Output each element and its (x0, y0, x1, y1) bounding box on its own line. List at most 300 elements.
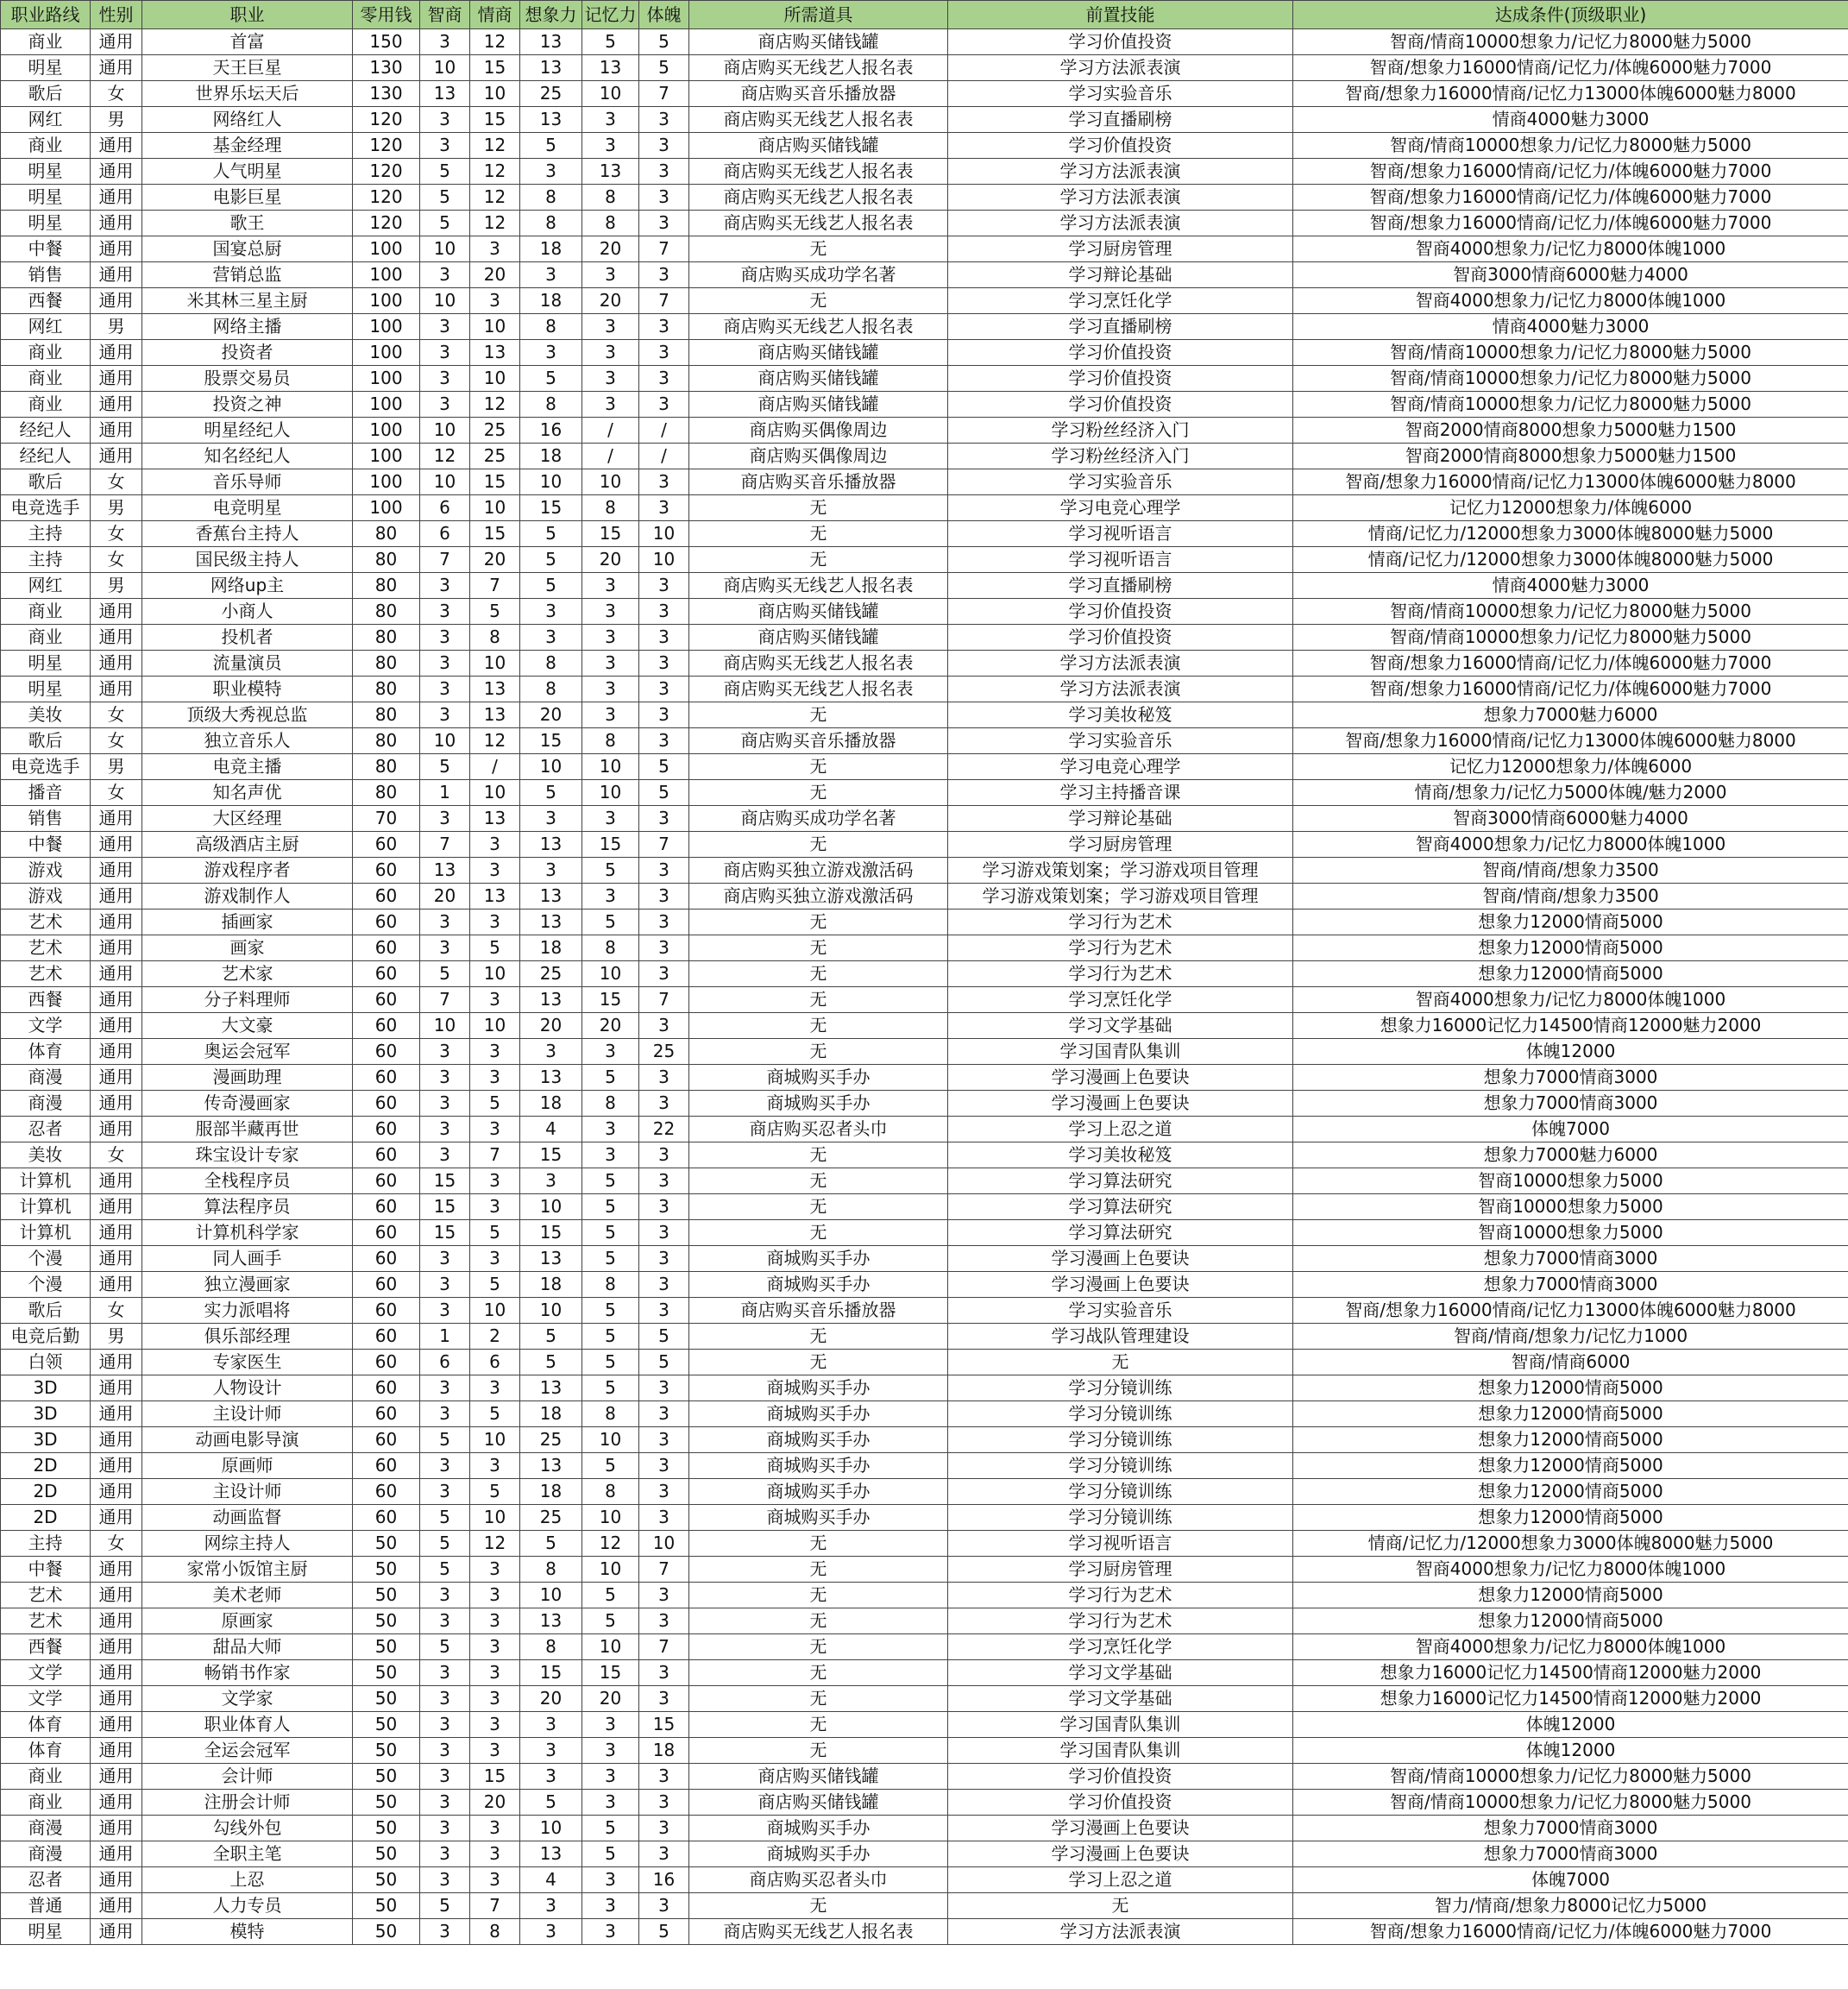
cell-prereq-skill: 学习分镜训练 (948, 1505, 1293, 1531)
cell-required-item: 商店购买储钱罐 (689, 1790, 948, 1816)
cell-allowance: 50 (353, 1686, 420, 1712)
cell-gender: 男 (91, 107, 142, 133)
table-row (1, 495, 1848, 521)
cell-physique: 3 (639, 1091, 689, 1117)
cell-route: 2D (1, 1479, 91, 1505)
table-row (1, 1324, 1848, 1350)
cell-memory: 5 (582, 1375, 639, 1401)
cell-imagination: 15 (520, 495, 582, 521)
cell-required-item: 无 (689, 1738, 948, 1764)
cell-imagination: 10 (520, 469, 582, 495)
cell-allowance: 50 (353, 1919, 420, 1945)
cell-imagination: 8 (520, 1557, 582, 1583)
cell-gender: 通用 (91, 806, 142, 832)
cell-memory: 8 (582, 1479, 639, 1505)
cell-memory: 10 (582, 961, 639, 987)
cell-gender: 通用 (91, 1039, 142, 1065)
cell-route: 电竞选手 (1, 495, 91, 521)
cell-route: 销售 (1, 262, 91, 288)
cell-career: 画家 (142, 935, 353, 961)
cell-career: 知名声优 (142, 780, 353, 806)
cell-prereq-skill: 学习烹饪化学 (948, 1634, 1293, 1660)
cell-physique: 3 (639, 1168, 689, 1194)
cell-achieve-condition: 想象力12000情商5000 (1293, 935, 1848, 961)
cell-imagination: 3 (520, 262, 582, 288)
table-row (1, 1919, 1848, 1945)
cell-iq: 5 (420, 185, 470, 211)
cell-career: 文学家 (142, 1686, 353, 1712)
cell-eq: 5 (470, 1401, 520, 1427)
cell-imagination: 5 (520, 780, 582, 806)
cell-achieve-condition: 智商2000情商8000想象力5000魅力1500 (1293, 444, 1848, 469)
cell-eq: 3 (470, 1583, 520, 1608)
cell-required-item: 无 (689, 1660, 948, 1686)
cell-imagination: 5 (520, 573, 582, 599)
table-row (1, 1479, 1848, 1505)
cell-eq: 3 (470, 1816, 520, 1841)
cell-required-item: 商城购买手办 (689, 1816, 948, 1841)
cell-memory: 15 (582, 987, 639, 1013)
cell-gender: 通用 (91, 1168, 142, 1194)
cell-route: 艺术 (1, 935, 91, 961)
cell-memory: 3 (582, 599, 639, 625)
cell-required-item: 商店购买音乐播放器 (689, 1298, 948, 1324)
cell-achieve-condition: 智商/想象力16000情商/记忆力/体魄6000魅力7000 (1293, 211, 1848, 236)
cell-prereq-skill: 学习电竞心理学 (948, 495, 1293, 521)
cell-memory: 3 (582, 1764, 639, 1790)
cell-eq: 5 (470, 1091, 520, 1117)
cell-required-item: 无 (689, 521, 948, 547)
cell-achieve-condition: 智商/情商10000想象力/记忆力8000魅力5000 (1293, 366, 1848, 392)
cell-prereq-skill: 学习方法派表演 (948, 55, 1293, 81)
cell-achieve-condition: 智商4000想象力/记忆力8000体魄1000 (1293, 832, 1848, 858)
table-row (1, 573, 1848, 599)
cell-route: 计算机 (1, 1194, 91, 1220)
cell-imagination: 15 (520, 728, 582, 754)
cell-eq: 3 (470, 1608, 520, 1634)
cell-imagination: 15 (520, 1660, 582, 1686)
cell-physique: 7 (639, 987, 689, 1013)
cell-eq: 3 (470, 1453, 520, 1479)
cell-memory: / (582, 444, 639, 469)
cell-allowance: 60 (353, 1117, 420, 1142)
cell-iq: 3 (420, 1608, 470, 1634)
cell-route: 3D (1, 1427, 91, 1453)
cell-required-item: 商店购买无线艺人报名表 (689, 651, 948, 677)
cell-gender: 通用 (91, 1583, 142, 1608)
cell-required-item: 商城购买手办 (689, 1272, 948, 1298)
cell-prereq-skill: 学习实验音乐 (948, 81, 1293, 107)
cell-allowance: 100 (353, 236, 420, 262)
table-row (1, 1194, 1848, 1220)
cell-achieve-condition: 智商/想象力16000情商/记忆力/体魄6000魅力7000 (1293, 159, 1848, 185)
cell-required-item: 商城购买手办 (689, 1841, 948, 1867)
cell-imagination: 8 (520, 1634, 582, 1660)
cell-physique: 3 (639, 1790, 689, 1816)
cell-required-item: 商城购买手办 (689, 1401, 948, 1427)
cell-route: 文学 (1, 1686, 91, 1712)
cell-required-item: 商店购买储钱罐 (689, 599, 948, 625)
cell-career: 珠宝设计专家 (142, 1142, 353, 1168)
table-row (1, 29, 1848, 55)
cell-prereq-skill: 学习漫画上色要诀 (948, 1272, 1293, 1298)
cell-required-item: 商店购买无线艺人报名表 (689, 211, 948, 236)
cell-required-item: 无 (689, 1039, 948, 1065)
cell-gender: 通用 (91, 832, 142, 858)
cell-route: 网红 (1, 314, 91, 340)
cell-imagination: 8 (520, 211, 582, 236)
cell-prereq-skill: 学习视听语言 (948, 547, 1293, 573)
cell-physique: 3 (639, 1220, 689, 1246)
cell-required-item: 无 (689, 1634, 948, 1660)
cell-allowance: 100 (353, 469, 420, 495)
cell-career: 原画师 (142, 1453, 353, 1479)
cell-achieve-condition: 想象力16000记忆力14500情商12000魅力2000 (1293, 1660, 1848, 1686)
cell-imagination: 13 (520, 55, 582, 81)
cell-prereq-skill: 学习游戏策划案；学习游戏项目管理 (948, 884, 1293, 910)
cell-imagination: 3 (520, 599, 582, 625)
cell-iq: 13 (420, 81, 470, 107)
cell-memory: 15 (582, 832, 639, 858)
column-header-gender: 性别 (91, 1, 142, 29)
cell-memory: 3 (582, 366, 639, 392)
cell-career: 天王巨星 (142, 55, 353, 81)
cell-allowance: 50 (353, 1557, 420, 1583)
cell-route: 体育 (1, 1039, 91, 1065)
cell-gender: 通用 (91, 1919, 142, 1945)
cell-physique: 3 (639, 1427, 689, 1453)
cell-iq: 5 (420, 1893, 470, 1919)
cell-required-item: 无 (689, 1557, 948, 1583)
table-row (1, 262, 1848, 288)
cell-memory: 3 (582, 1738, 639, 1764)
cell-memory: 5 (582, 1220, 639, 1246)
cell-career: 大文豪 (142, 1013, 353, 1039)
cell-gender: 通用 (91, 599, 142, 625)
cell-required-item: 无 (689, 1893, 948, 1919)
cell-memory: 13 (582, 55, 639, 81)
cell-allowance: 80 (353, 573, 420, 599)
table-row (1, 1272, 1848, 1298)
cell-allowance: 60 (353, 1220, 420, 1246)
cell-imagination: 16 (520, 418, 582, 444)
cell-physique: 3 (639, 159, 689, 185)
cell-eq: 7 (470, 1893, 520, 1919)
cell-required-item: 商店购买成功学名著 (689, 262, 948, 288)
cell-required-item: 商店购买无线艺人报名表 (689, 107, 948, 133)
cell-iq: 6 (420, 521, 470, 547)
cell-memory: 3 (582, 1142, 639, 1168)
cell-imagination: 3 (520, 625, 582, 651)
cell-gender: 通用 (91, 1375, 142, 1401)
table-row (1, 1117, 1848, 1142)
cell-iq: 10 (420, 236, 470, 262)
cell-achieve-condition: 智商/情商10000想象力/记忆力8000魅力5000 (1293, 1764, 1848, 1790)
table-row (1, 236, 1848, 262)
table-row (1, 910, 1848, 935)
cell-career: 国宴总厨 (142, 236, 353, 262)
cell-physique: 5 (639, 754, 689, 780)
cell-achieve-condition: 智商4000想象力/记忆力8000体魄1000 (1293, 1634, 1848, 1660)
cell-iq: 7 (420, 987, 470, 1013)
table-row (1, 1065, 1848, 1091)
table-row (1, 1039, 1848, 1065)
cell-eq: 3 (470, 236, 520, 262)
cell-achieve-condition: 情商/记忆力/12000想象力3000体魄8000魅力5000 (1293, 547, 1848, 573)
cell-imagination: 20 (520, 1686, 582, 1712)
table-row (1, 625, 1848, 651)
cell-career: 俱乐部经理 (142, 1324, 353, 1350)
cell-allowance: 60 (353, 1401, 420, 1427)
cell-gender: 通用 (91, 159, 142, 185)
column-header-imagination: 想象力 (520, 1, 582, 29)
cell-prereq-skill: 学习价值投资 (948, 1764, 1293, 1790)
cell-imagination: 18 (520, 444, 582, 469)
cell-imagination: 5 (520, 547, 582, 573)
cell-gender: 通用 (91, 1117, 142, 1142)
table-row (1, 651, 1848, 677)
cell-achieve-condition: 情商/想象力/记忆力5000体魄/魅力2000 (1293, 780, 1848, 806)
cell-gender: 男 (91, 754, 142, 780)
table-row (1, 1764, 1848, 1790)
table-row (1, 547, 1848, 573)
cell-iq: 3 (420, 1790, 470, 1816)
cell-physique: 3 (639, 573, 689, 599)
cell-imagination: 25 (520, 1427, 582, 1453)
cell-gender: 通用 (91, 185, 142, 211)
table-row (1, 366, 1848, 392)
cell-iq: 3 (420, 262, 470, 288)
cell-imagination: 5 (520, 1324, 582, 1350)
cell-eq: 3 (470, 1841, 520, 1867)
cell-imagination: 5 (520, 366, 582, 392)
cell-career: 勾线外包 (142, 1816, 353, 1841)
cell-achieve-condition: 智商/情商10000想象力/记忆力8000魅力5000 (1293, 133, 1848, 159)
cell-route: 商业 (1, 133, 91, 159)
cell-gender: 通用 (91, 677, 142, 702)
cell-memory: 3 (582, 1790, 639, 1816)
cell-allowance: 50 (353, 1712, 420, 1738)
cell-gender: 通用 (91, 1401, 142, 1427)
cell-prereq-skill: 学习方法派表演 (948, 185, 1293, 211)
cell-physique: 7 (639, 1634, 689, 1660)
cell-achieve-condition: 想象力12000情商5000 (1293, 961, 1848, 987)
cell-achieve-condition: 想象力16000记忆力14500情商12000魅力2000 (1293, 1686, 1848, 1712)
cell-prereq-skill: 学习国青队集训 (948, 1039, 1293, 1065)
cell-eq: 20 (470, 1790, 520, 1816)
cell-allowance: 80 (353, 547, 420, 573)
cell-allowance: 60 (353, 910, 420, 935)
cell-physique: 3 (639, 1065, 689, 1091)
cell-required-item: 无 (689, 1168, 948, 1194)
cell-iq: 3 (420, 1401, 470, 1427)
cell-career: 甜品大师 (142, 1634, 353, 1660)
cell-physique: 3 (639, 262, 689, 288)
cell-eq: 10 (470, 314, 520, 340)
cell-achieve-condition: 想象力12000情商5000 (1293, 910, 1848, 935)
cell-prereq-skill: 学习价值投资 (948, 340, 1293, 366)
cell-route: 游戏 (1, 858, 91, 884)
cell-gender: 通用 (91, 1194, 142, 1220)
cell-eq: 3 (470, 1867, 520, 1893)
cell-eq: 2 (470, 1324, 520, 1350)
cell-memory: 5 (582, 1246, 639, 1272)
cell-career: 注册会计师 (142, 1790, 353, 1816)
cell-required-item: 商店购买储钱罐 (689, 1764, 948, 1790)
table-row (1, 1557, 1848, 1583)
cell-required-item: 无 (689, 288, 948, 314)
cell-physique: 18 (639, 1738, 689, 1764)
cell-physique: 3 (639, 1246, 689, 1272)
cell-memory: 10 (582, 1557, 639, 1583)
cell-prereq-skill: 学习文学基础 (948, 1686, 1293, 1712)
cell-route: 体育 (1, 1712, 91, 1738)
cell-career: 世界乐坛天后 (142, 81, 353, 107)
cell-gender: 通用 (91, 1065, 142, 1091)
cell-career: 全运会冠军 (142, 1738, 353, 1764)
cell-imagination: 20 (520, 702, 582, 728)
cell-route: 歌后 (1, 1298, 91, 1324)
cell-achieve-condition: 智商/想象力16000情商/记忆力13000体魄6000魅力8000 (1293, 81, 1848, 107)
cell-imagination: 3 (520, 159, 582, 185)
cell-achieve-condition: 智商3000情商6000魅力4000 (1293, 806, 1848, 832)
cell-gender: 通用 (91, 444, 142, 469)
cell-iq: 5 (420, 1427, 470, 1453)
cell-gender: 通用 (91, 1453, 142, 1479)
cell-eq: 12 (470, 159, 520, 185)
cell-route: 普通 (1, 1893, 91, 1919)
cell-eq: 10 (470, 1505, 520, 1531)
cell-allowance: 50 (353, 1583, 420, 1608)
cell-memory: 3 (582, 651, 639, 677)
cell-career: 音乐导师 (142, 469, 353, 495)
cell-memory: 20 (582, 288, 639, 314)
cell-iq: 3 (420, 1246, 470, 1272)
cell-prereq-skill: 学习文学基础 (948, 1013, 1293, 1039)
cell-achieve-condition: 想象力12000情商5000 (1293, 1453, 1848, 1479)
table-row (1, 288, 1848, 314)
cell-route: 体育 (1, 1738, 91, 1764)
cell-iq: 3 (420, 133, 470, 159)
table-body (1, 29, 1848, 1945)
cell-iq: 3 (420, 340, 470, 366)
cell-eq: 12 (470, 211, 520, 236)
cell-required-item: 无 (689, 1531, 948, 1557)
cell-iq: 1 (420, 780, 470, 806)
cell-prereq-skill: 学习价值投资 (948, 29, 1293, 55)
cell-required-item: 商店购买无线艺人报名表 (689, 185, 948, 211)
cell-physique: 3 (639, 1660, 689, 1686)
cell-eq: 3 (470, 1065, 520, 1091)
cell-eq: 3 (470, 1039, 520, 1065)
cell-eq: 8 (470, 625, 520, 651)
column-header-allowance: 零用钱 (353, 1, 420, 29)
cell-physique: 3 (639, 211, 689, 236)
cell-required-item: 商店购买储钱罐 (689, 366, 948, 392)
cell-physique: 7 (639, 832, 689, 858)
cell-imagination: 13 (520, 1841, 582, 1867)
cell-achieve-condition: 想象力7000情商3000 (1293, 1091, 1848, 1117)
cell-gender: 通用 (91, 1816, 142, 1841)
cell-memory: 3 (582, 133, 639, 159)
table-row (1, 1790, 1848, 1816)
cell-iq: 3 (420, 1298, 470, 1324)
cell-gender: 通用 (91, 340, 142, 366)
cell-eq: 5 (470, 599, 520, 625)
cell-physique: 10 (639, 521, 689, 547)
cell-career: 歌王 (142, 211, 353, 236)
cell-gender: 通用 (91, 625, 142, 651)
cell-career: 流量演员 (142, 651, 353, 677)
cell-memory: 3 (582, 1117, 639, 1142)
table-row (1, 1634, 1848, 1660)
cell-gender: 通用 (91, 418, 142, 444)
cell-allowance: 60 (353, 1324, 420, 1350)
cell-memory: 20 (582, 236, 639, 262)
cell-allowance: 60 (353, 1246, 420, 1272)
cell-career: 股票交易员 (142, 366, 353, 392)
cell-prereq-skill: 学习算法研究 (948, 1194, 1293, 1220)
cell-physique: 3 (639, 1764, 689, 1790)
cell-memory: 3 (582, 1919, 639, 1945)
cell-gender: 通用 (91, 651, 142, 677)
cell-imagination: 10 (520, 1583, 582, 1608)
cell-memory: 3 (582, 340, 639, 366)
cell-allowance: 80 (353, 780, 420, 806)
cell-physique: 3 (639, 314, 689, 340)
cell-iq: 3 (420, 1272, 470, 1298)
cell-prereq-skill: 学习算法研究 (948, 1220, 1293, 1246)
cell-iq: 15 (420, 1168, 470, 1194)
cell-memory: 10 (582, 1427, 639, 1453)
cell-route: 3D (1, 1401, 91, 1427)
cell-required-item: 商店购买忍者头巾 (689, 1117, 948, 1142)
cell-prereq-skill: 学习分镜训练 (948, 1453, 1293, 1479)
cell-career: 漫画助理 (142, 1065, 353, 1091)
cell-required-item: 无 (689, 1712, 948, 1738)
cell-memory: 5 (582, 1841, 639, 1867)
cell-allowance: 60 (353, 935, 420, 961)
cell-iq: 10 (420, 288, 470, 314)
cell-required-item: 商店购买储钱罐 (689, 340, 948, 366)
cell-required-item: 商店购买独立游戏激活码 (689, 884, 948, 910)
cell-physique: 3 (639, 1272, 689, 1298)
cell-route: 白领 (1, 1350, 91, 1375)
cell-gender: 通用 (91, 1893, 142, 1919)
cell-required-item: 商城购买手办 (689, 1479, 948, 1505)
cell-imagination: 13 (520, 884, 582, 910)
cell-achieve-condition: 智商/想象力16000情商/记忆力13000体魄6000魅力8000 (1293, 1298, 1848, 1324)
cell-required-item: 商城购买手办 (689, 1375, 948, 1401)
cell-gender: 通用 (91, 1091, 142, 1117)
cell-prereq-skill: 学习方法派表演 (948, 677, 1293, 702)
cell-eq: 15 (470, 1764, 520, 1790)
cell-achieve-condition: 智商4000想象力/记忆力8000体魄1000 (1293, 1557, 1848, 1583)
cell-achieve-condition: 智力/情商/想象力8000记忆力5000 (1293, 1893, 1848, 1919)
cell-route: 艺术 (1, 1583, 91, 1608)
cell-iq: 3 (420, 1453, 470, 1479)
cell-memory: 15 (582, 1660, 639, 1686)
cell-physique: 3 (639, 495, 689, 521)
cell-route: 中餐 (1, 1557, 91, 1583)
cell-achieve-condition: 智商10000想象力5000 (1293, 1194, 1848, 1220)
cell-physique: 3 (639, 728, 689, 754)
cell-allowance: 60 (353, 1013, 420, 1039)
cell-route: 西餐 (1, 1634, 91, 1660)
cell-career: 传奇漫画家 (142, 1091, 353, 1117)
cell-gender: 通用 (91, 910, 142, 935)
cell-eq: 3 (470, 1634, 520, 1660)
